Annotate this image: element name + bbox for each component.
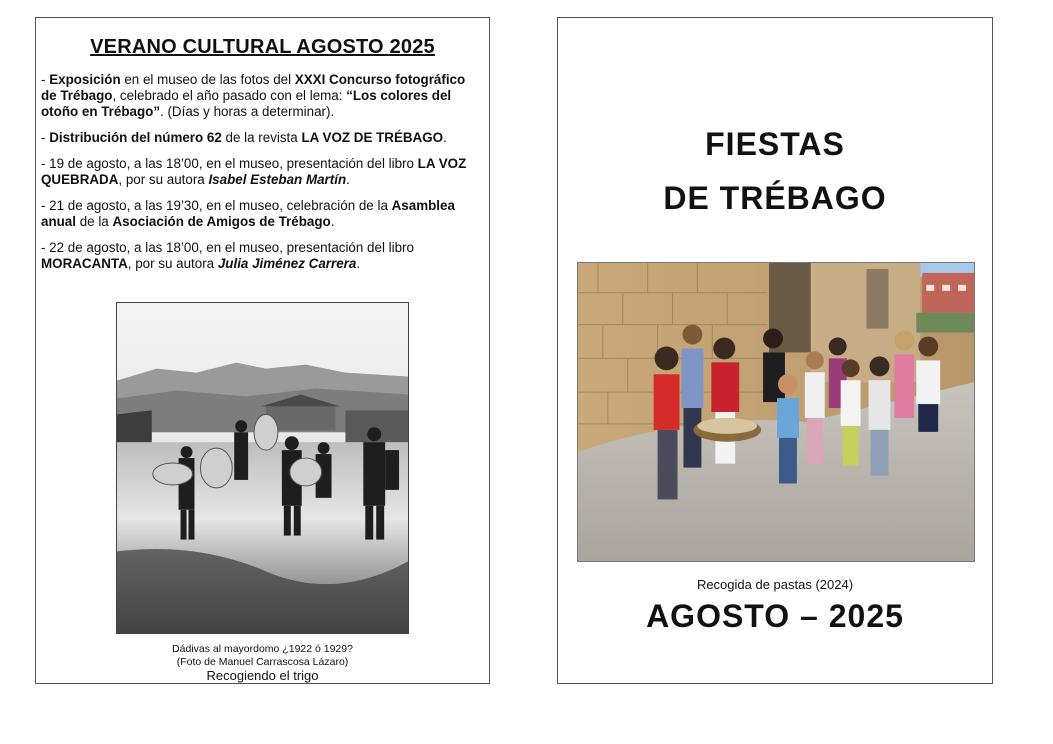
event-item-text: LA VOZ QUEBRADA xyxy=(41,156,467,187)
event-item xyxy=(41,198,483,230)
event-item-text: . (Días y horas a determinar). xyxy=(160,104,335,119)
event-item-text: LA VOZ DE TRÉBAGO xyxy=(301,130,444,145)
children-photo xyxy=(577,262,975,562)
event-item-text: Asociación de Amigos de Trébago xyxy=(112,214,331,229)
photo-caption-line1: Dádivas al mayordomo ¿1922 ó 1929? xyxy=(172,643,353,655)
event-item-text: de la revista xyxy=(221,130,302,145)
event-item-text: Exposición xyxy=(49,72,121,87)
event-item-text: XXXI Concurso fotográfico de Trébago xyxy=(41,72,466,103)
photo-caption: Recogida de pastas (2024) xyxy=(696,577,854,592)
event-item-text: . xyxy=(330,214,335,229)
historical-photo xyxy=(116,302,409,634)
title-line2: DE TRÉBAGO xyxy=(663,180,887,216)
event-item-text: en el museo de las fotos del xyxy=(120,72,295,87)
event-item xyxy=(41,130,483,146)
event-item-text: Asamblea anual xyxy=(41,198,455,229)
right-page xyxy=(557,17,993,684)
event-item-text: - xyxy=(41,130,50,145)
event-item-text: , por su autora xyxy=(127,256,218,271)
event-item xyxy=(41,240,483,272)
event-item-text: . xyxy=(346,172,350,187)
event-list xyxy=(41,72,483,282)
event-item-text: - 22 de agosto, a las 18’00, en el museo, presentación del libro xyxy=(41,240,414,255)
photo-caption-line2: (Foto de Manuel Carrascosa Lázaro) xyxy=(176,656,349,668)
event-item-text: Distribución del número 62 xyxy=(49,130,222,145)
event-item-text: Isabel Esteban Martín xyxy=(208,172,347,187)
left-page xyxy=(35,17,490,684)
event-item-text: - 19 de agosto, a las 18’00, en el museo, presentación del libro xyxy=(41,156,418,171)
photo-caption-line3: Recogiendo el trigo xyxy=(206,668,319,683)
event-item-text: - xyxy=(41,72,50,87)
event-item-text: , por su autora xyxy=(118,172,209,187)
event-item-text: “Los colores del otoño en Trébago” xyxy=(41,88,452,119)
event-item-text: de la xyxy=(75,214,113,229)
event-item-text: , celebrado el año pasado con el lema: xyxy=(112,88,347,103)
event-item-text: . xyxy=(356,256,361,271)
left-page-title: VERANO CULTURAL AGOSTO 2025 xyxy=(90,36,435,58)
title-line1: FIESTAS xyxy=(705,126,845,162)
event-item-text: . xyxy=(443,130,447,145)
event-date: AGOSTO – 2025 xyxy=(646,598,904,634)
event-item-text: MORACANTA xyxy=(41,256,128,271)
event-item xyxy=(41,72,483,120)
event-item-text: - 21 de agosto, a las 19’30, en el museo, celebración de la xyxy=(41,198,392,213)
event-item-text: Julia Jiménez Carrera xyxy=(217,256,357,271)
event-item xyxy=(41,156,483,188)
